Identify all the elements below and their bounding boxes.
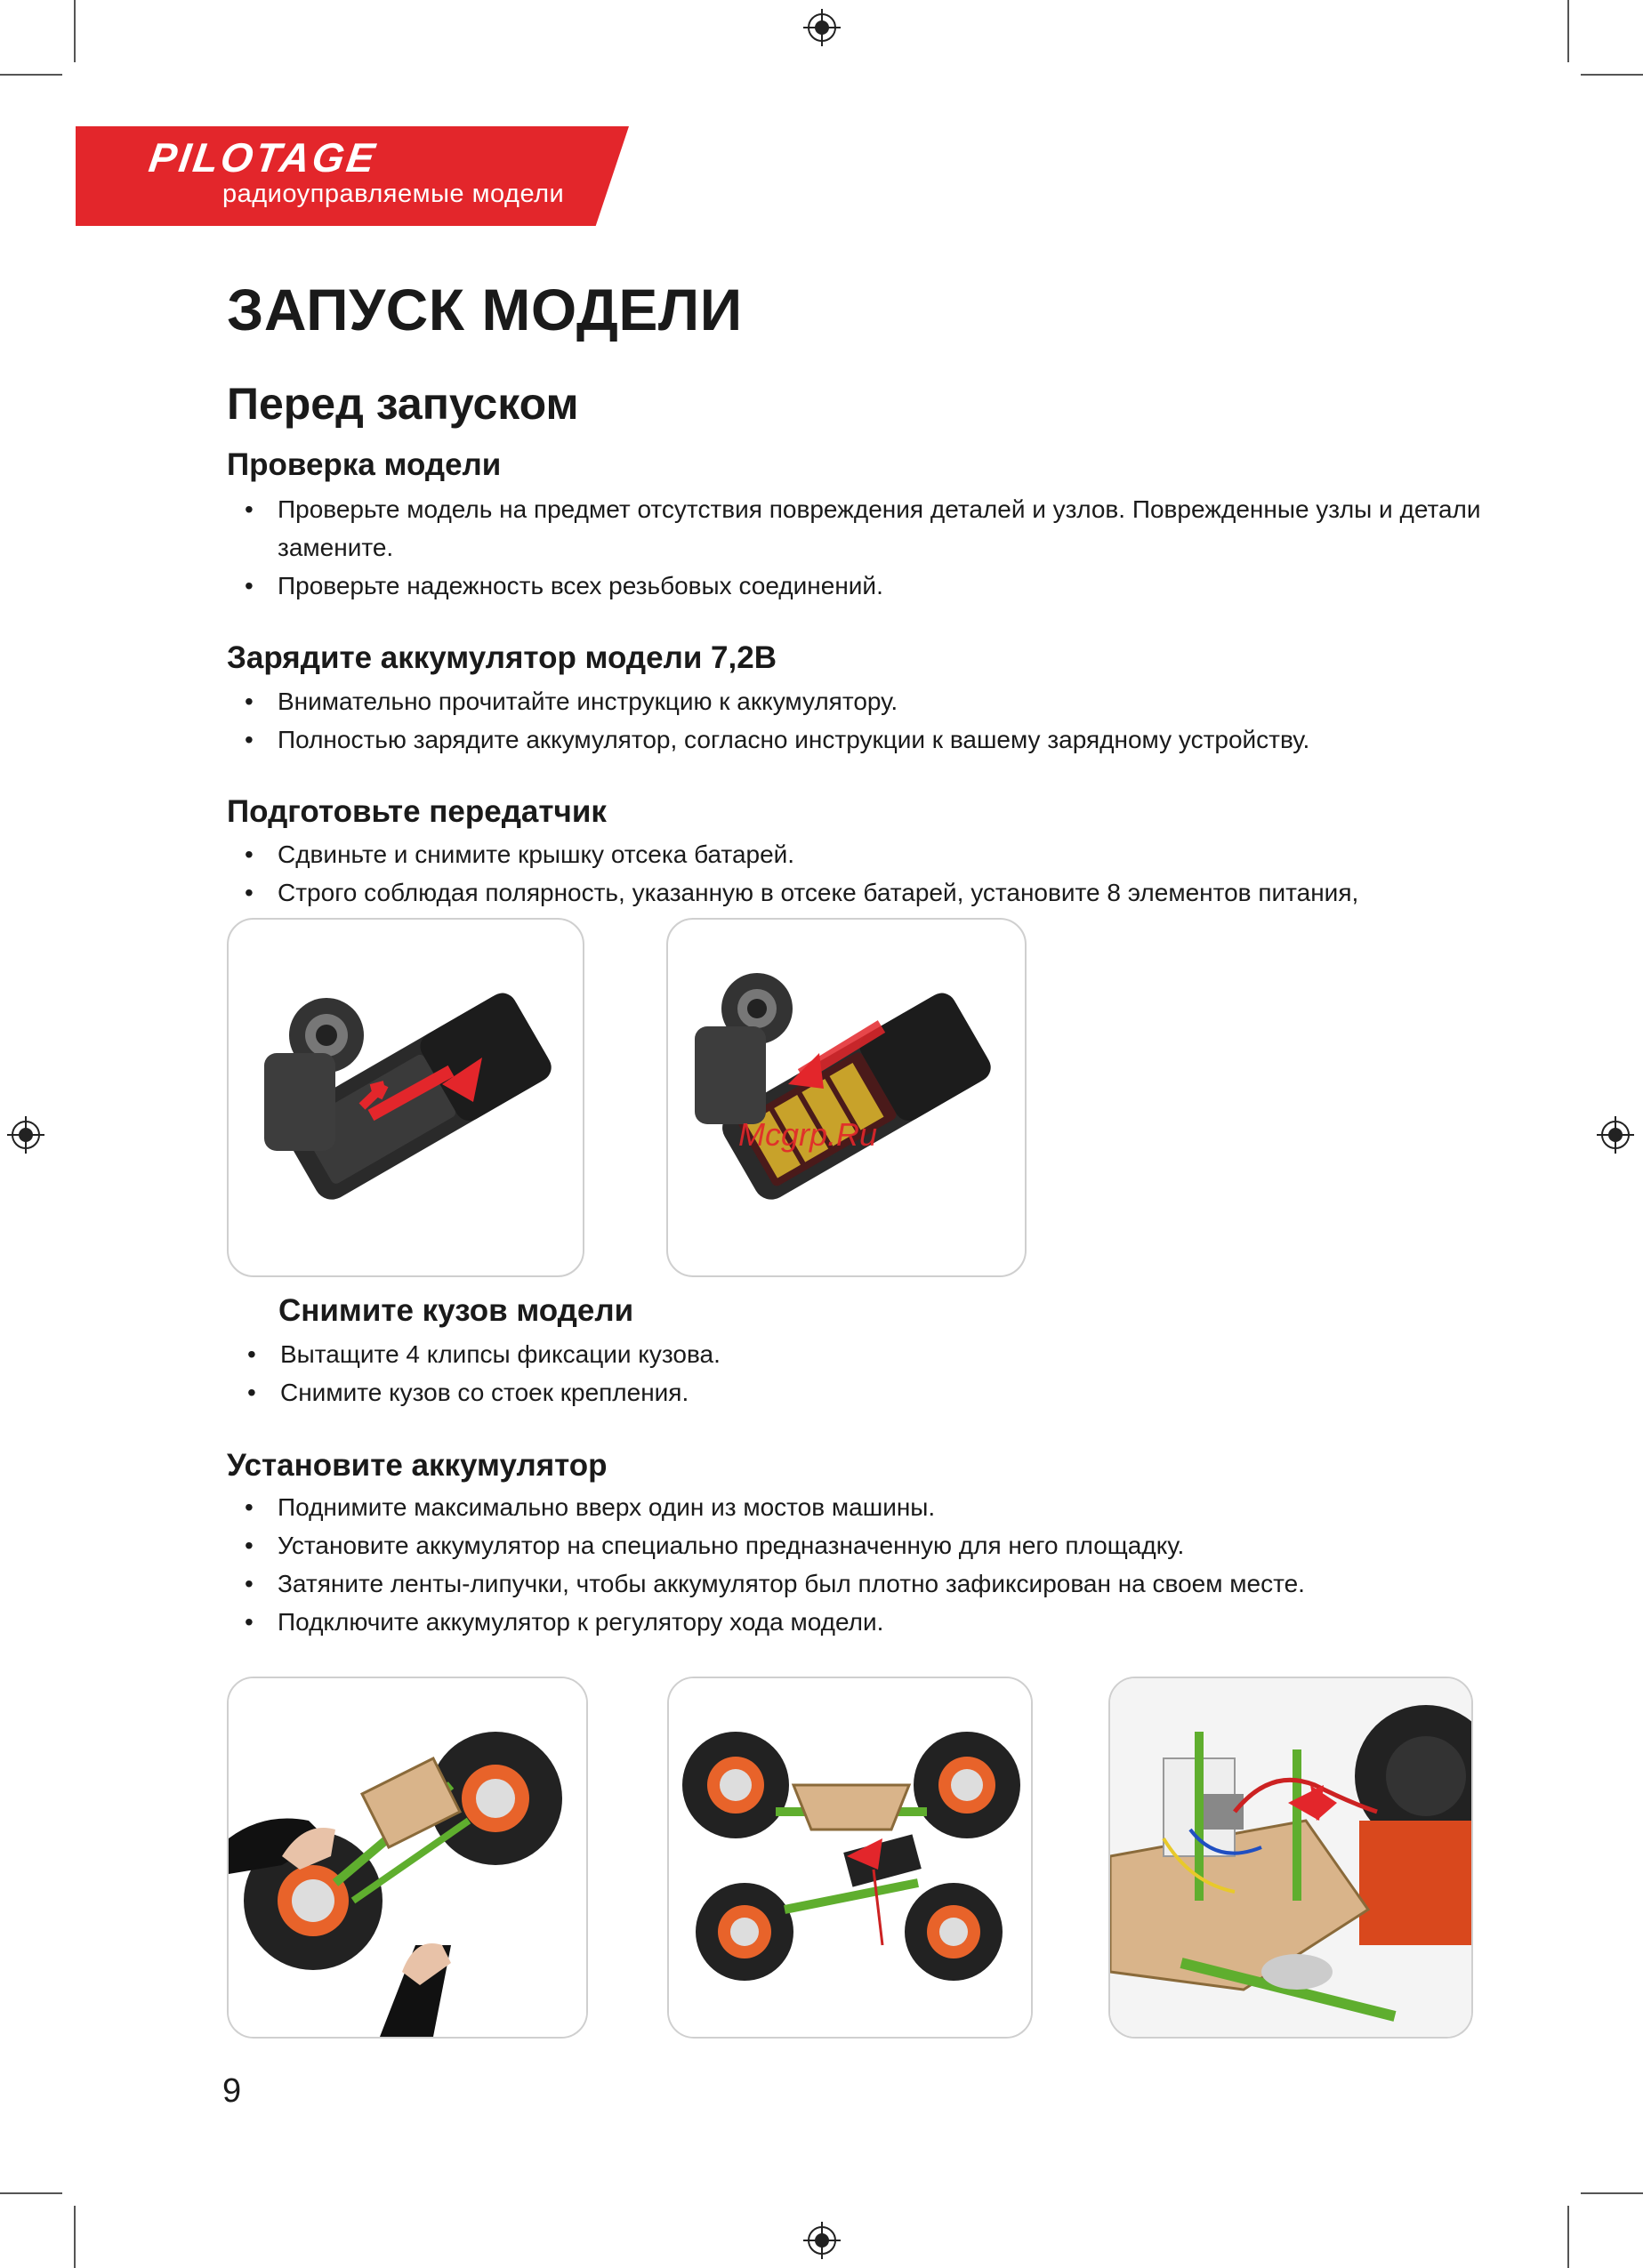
list-item: • Сдвиньте и снимите крышку отсека батарей. [227,835,1517,873]
crop-mark [1581,2192,1643,2194]
brand-tagline: радиоуправляемые модели [222,180,565,208]
list-item: • Проверьте надежность всех резьбовых соединений. [227,567,1490,605]
crop-mark [1581,74,1643,76]
page-number: 9 [222,2072,242,2110]
car-photo-lift-axle [227,1677,588,2039]
crop-mark [74,2206,76,2268]
car-photo-battery-tray [667,1677,1033,2039]
section-heading: Снимите кузов модели [278,1293,634,1328]
brand-logo: PILOTAGE [146,134,381,181]
car-photo-connect-battery [1108,1677,1473,2039]
bullet-list [227,835,1517,912]
bullet-list [227,682,1517,759]
list-item: • Полностью зарядите аккумулятор, согласно инструкции к вашему зарядному устройству. [227,720,1517,759]
list-item: • Поднимите максимально вверх один из мостов машины. [227,1488,1517,1526]
list-item: • Строго соблюдая полярность, указанную в отсеке батарей, установите 8 элементов питания, [227,873,1517,912]
crop-mark [0,2192,62,2194]
list-item: • Внимательно прочитайте инструкцию к аккумулятору. [227,682,1517,720]
registration-mark-icon [1597,1116,1634,1154]
crop-mark [1567,0,1569,62]
registration-mark-icon [7,1116,44,1154]
section-heading: Установите аккумулятор [227,1448,608,1483]
registration-mark-icon [803,2222,841,2259]
list-item: • Проверьте модель на предмет отсутствия повреждения деталей и узлов. Поврежденные узлы и детали замените. [227,490,1490,567]
section-heading: Проверка модели [227,447,502,482]
page-title: ЗАПУСК МОДЕЛИ [227,277,743,342]
transmitter-photo-batteries [666,918,1027,1277]
registration-mark-icon [803,9,841,46]
section-heading: Подготовьте передатчик [227,794,607,829]
bullet-list [227,490,1490,605]
page-subtitle: Перед запуском [227,379,579,429]
transmitter-photo-cover [227,918,584,1277]
crop-mark [74,0,76,62]
crop-mark [1567,2206,1569,2268]
bullet-list [227,1488,1517,1641]
list-item: • Подключите аккумулятор к регулятору хода модели. [227,1603,1517,1641]
bullet-list [230,1335,1297,1411]
crop-mark [0,74,62,76]
watermark: Mcgrp.Ru [738,1116,878,1153]
list-item: • Затяните ленты-липучки, чтобы аккумулятор был плотно зафиксирован на своем месте. [227,1564,1517,1603]
list-item: • Вытащите 4 клипсы фиксации кузова. [230,1335,1297,1373]
section-heading: Зарядите аккумулятор модели 7,2В [227,640,777,675]
list-item: • Установите аккумулятор на специально предназначенную для него площадку. [227,1526,1517,1564]
list-item: • Снимите кузов со стоек крепления. [230,1373,1297,1411]
